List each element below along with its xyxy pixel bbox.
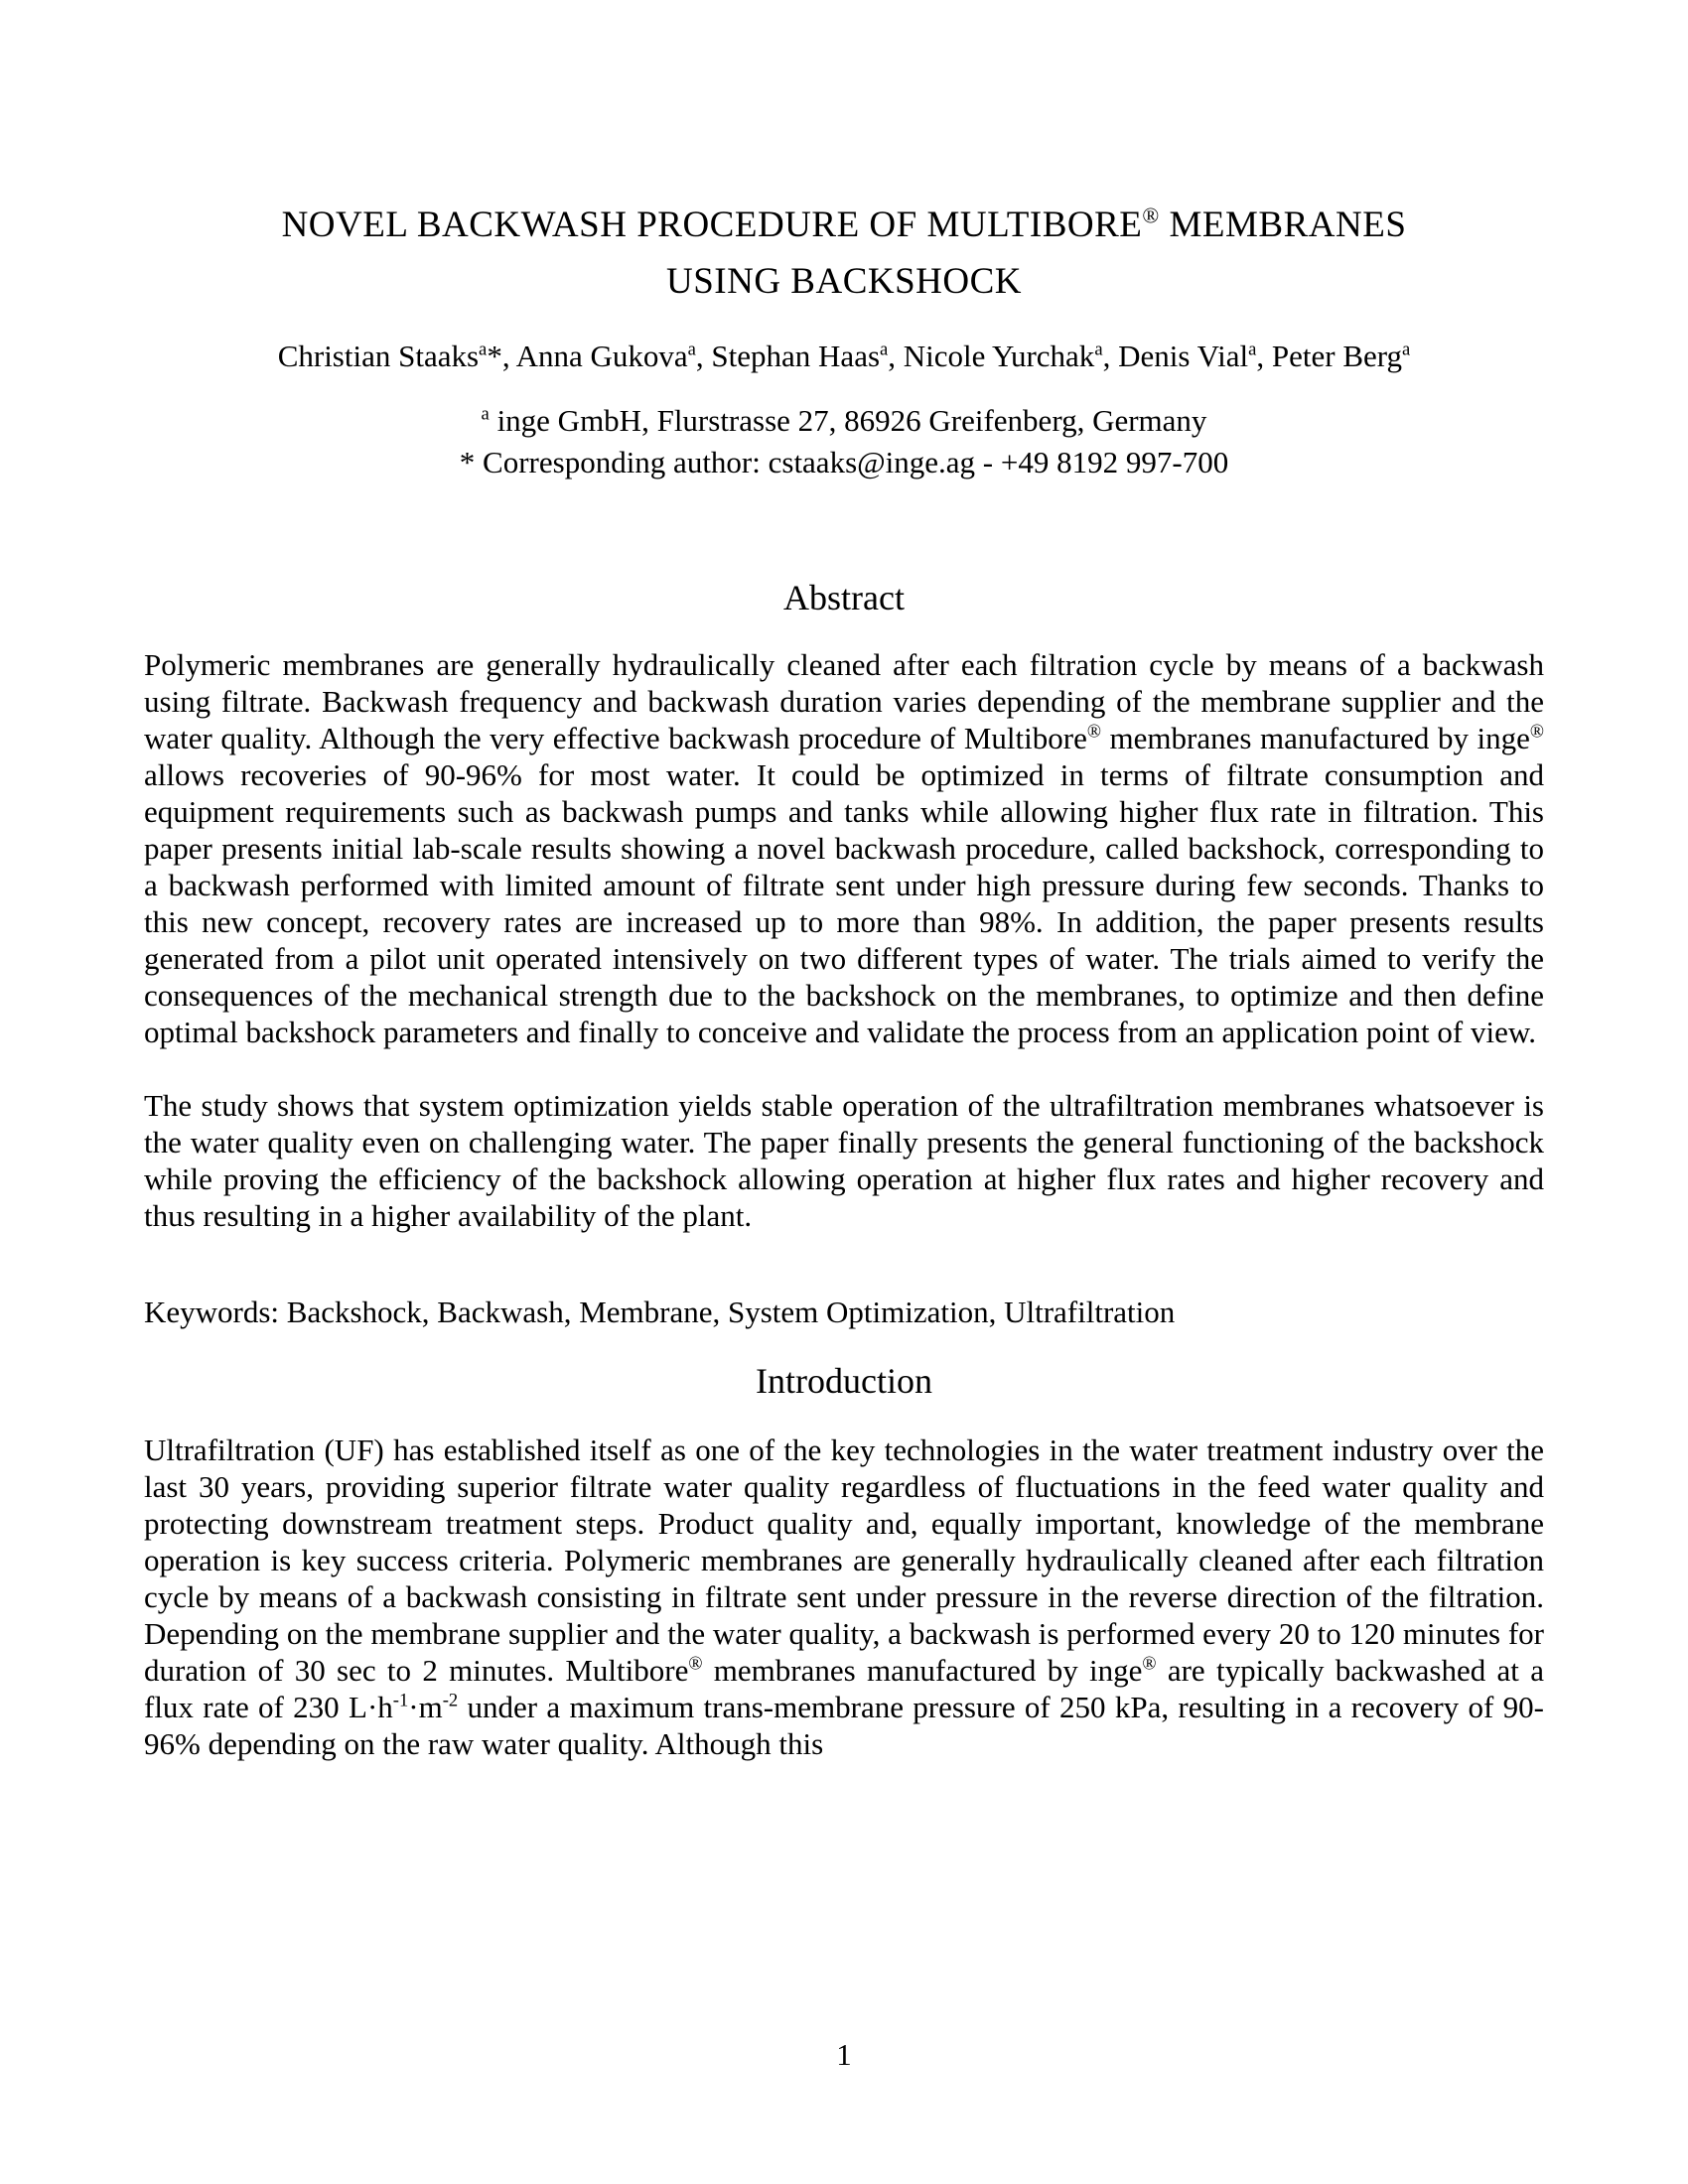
- introduction-paragraph-1: Ultrafiltration (UF) has established itself as one of the key technologies in the water treatment industry over the last 30 years, providing superior filtrate water quality regardless of fluctuations in the feed water quality and protecting downstream treatment steps. Product quality and, equally important, knowledge of the membrane operation is key success criteria. Polymeric membranes are generally hydraulically cleaned after each filtration cycle by means of a backwash consisting in filtrate sent under pressure in the reverse direction of the filtration. Depending on the membrane supplier and the water quality, a backwash is performed every 20 to 120 minutes for duration of 30 sec to 2 minutes. Multibore® membranes manufactured by inge® are typically backwashed at a flux rate of 230 $L\cdot h^{-1}\cdot m^{-2}$ under a maximum trans-membrane pressure of 250 kPa, resulting in a recovery of 90-96% depending on the raw water quality. Although this: [144, 1433, 1544, 1761]
- abstract-heading: Abstract: [783, 578, 905, 617]
- page-number: 1: [836, 2037, 852, 2072]
- keywords-line: Keywords: Backshock, Backwash, Membrane, System Optimization, Ultrafiltration: [144, 1295, 1176, 1329]
- affiliation-line: $^a$ inge GmbH, Flurstrasse 27, 86926 Greifenberg, Germany: [481, 403, 1207, 438]
- abstract-paragraph-1: Polymeric membranes are generally hydraulically cleaned after each filtration cycle by means of a backwash using filtrate. Backwash frequency and backwash duration varies depending of the membrane supplier and the water quality. Although the very effective backwash procedure of Multibore® membranes manufactured by inge® allows recoveries of 90-96% for most water. It could be optimized in terms of filtrate consumption and equipment requirements such as backwash pumps and tanks while allowing higher flux rate in filtration. This paper presents initial lab-scale results showing a novel backwash procedure, called backshock, corresponding to a backwash performed with limited amount of filtrate sent under high pressure during few seconds. Thanks to this new concept, recovery rates are increased up to more than 98%. In addition, the paper presents results generated from a pilot unit operated intensively on two different types of water. The trials aimed to verify the consequences of the mechanical strength due to the backshock on the membranes, to optimize and then define optimal backshock parameters and finally to conceive and validate the process from an application point of view.: [144, 647, 1545, 1049]
- corresponding-author-line: * Corresponding author: cstaaks@inge.ag - +49 8192 997-700: [459, 445, 1229, 479]
- affiliation-block: [144, 400, 1544, 483]
- paper-title-line-2: USING BACKSHOCK: [665, 261, 1023, 302]
- abstract-paragraph-2: The study shows that system optimization yields stable operation of the ultrafiltration membranes whatsoever is the water quality even on challenging water. The paper finally presents the general functioning of the backshock while proving the efficiency of the backshock allowing operation at higher flux rates and higher recovery and thus resulting in a higher availability of the plant.: [144, 1088, 1544, 1233]
- authors-line: Christian Staaks$^a$*, Anna Gukova$^a$, Stephan Haas$^a$, Nicole Yurchak$^a$, Denis Vial$^a$, Peter Berg$^a$: [277, 339, 1411, 373]
- paper-title-line-1: NOVEL BACKWASH PROCEDURE OF MULTIBORE® MEMBRANES: [281, 203, 1407, 245]
- paper-title: [144, 197, 1544, 310]
- introduction-heading: Introduction: [756, 1361, 932, 1401]
